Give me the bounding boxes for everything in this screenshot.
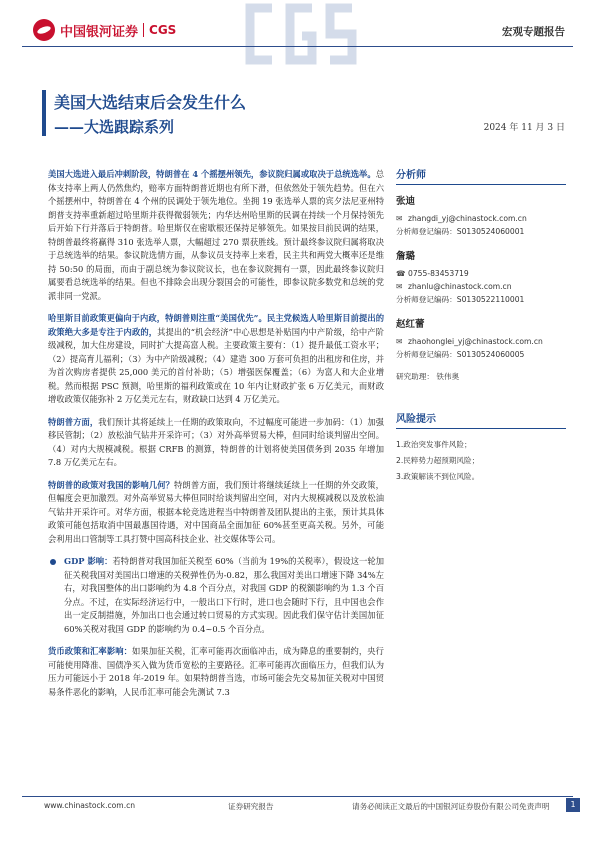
analyst-email-row xyxy=(396,212,566,225)
analyst-reg-code: 分析师登记编码：S0130522110001 xyxy=(396,295,525,304)
paragraph-trump-policy xyxy=(48,416,384,470)
paragraph-lead: 哈里斯目前政策更偏向于内政，特朗普则注重“美国优先”。民主党候选人哈里斯目前提出的政策绝大多是专注于内政的， xyxy=(48,313,384,337)
bullet-lead: GDP 影响： xyxy=(64,556,113,566)
main-content xyxy=(48,168,384,708)
footer-doc-type: 证券研究报告 xyxy=(228,802,274,811)
paragraph-china-impact xyxy=(48,479,384,547)
footer-disclaimer: 请务必阅读正文最后的中国银河证券股份有限公司免责声明 xyxy=(352,802,550,811)
analyst-reg-code: 分析师登记编码：S0130524060005 xyxy=(396,350,525,359)
risk-list xyxy=(396,437,566,485)
paragraph-lead: 货币政策和汇率影响： xyxy=(48,646,133,656)
header-decor-watermark xyxy=(232,0,372,72)
paragraph-text: 其提出的“机会经济”中心思想是补贴国内中产阶级，给中产阶级减税，加大住房建设，同时扩大提高富人税。主要政策主要有：（1）提升最低工资水平；（2）提高育儿福利；（3）为中产阶级减税；（4）建造 300 万套可负担的出租房和住房，并为首次购房者提供 25,000 美元的首付补助；（5）增强医保覆盖；（6）为富人和大企业增税。然而根据 PSC 预测，哈里斯的福利政策或在 10 年内让财政扩张 6 万亿美元，而财政增收政策仅能弥补 2 万亿美元左右，财政缺口达到 4 万亿美元。 xyxy=(48,326,384,404)
analyst-phone: 0755-83453719 xyxy=(408,269,469,278)
report-title: 美国大选结束后会发生什么 xyxy=(54,93,247,112)
paragraph-monetary-fx xyxy=(48,645,384,699)
report-date: 2024 年 11 月 3 日 xyxy=(483,123,565,133)
paragraph-harris-policy xyxy=(48,312,384,407)
report-type-label: 宏观专题报告 xyxy=(502,26,565,38)
sidebar xyxy=(396,166,566,485)
paragraph-text: 我们预计其将延续上一任期的政策取向，不过幅度可能进一步加码：（1）加强移民管制；（2）放松油气钻井开采许可；（3）对外高举贸易大棒，但同时给谈判留出空间。（4）对内大规模减税。根据 CRFB 的测算，特朗普的计划将使美国债务到 2035 年增加 7.8 万亿美元左右。 xyxy=(48,416,384,467)
analyst-email[interactable]: zhanlu@chinastock.com.cn xyxy=(408,282,512,291)
paragraph-lead: 美国大选进入最后冲刺阶段，特朗普在 4 个摇摆州领先，参议院归属或取决于总统选举。 xyxy=(48,169,376,179)
analyst-email-row xyxy=(396,335,566,348)
analyst-name: 詹璐 xyxy=(396,251,416,262)
paragraph-text: 总体支持率上两人仍然焦灼，赔率方面特朗普近期也有所下滑，但依然处于领先趋势。但在六个摇摆州中，特朗普在 4 个州的民调处于领先地位。坐拥 19 张选举人票的宾夕法尼亚州特朗普支持率重新超过哈里斯并获得微弱领先；内华达州哈里斯的民调在持续一个月保持领先后开始下行并落后于特朗普。哈里斯仅在密歇根还保持足够领先。如果按目前民调的结果，特朗普最终将赢得 310 张选举人票，大幅超过 270 票获胜线。预计最终参议院归属将取决于总统选举的结果。参议院选情方面，从参议员支持率上来看，民主共和两党大概率还是维持 50:50 的局面，而由于副总统为参议院议长，也在参议院拥有一票，因此最终参议院归属要看总统选举的结果。但也不排除会出现分裂国会的可能性，即参议院多数党和总统的党派非同一党派。 xyxy=(48,169,384,301)
logo-divider xyxy=(143,23,144,37)
research-assistant: 研究助理： 铁伟奥 xyxy=(396,372,460,381)
paragraph-election-status xyxy=(48,168,384,303)
bullet-dot-icon xyxy=(50,559,56,565)
title-accent-bar xyxy=(42,90,46,136)
envelope-icon: ✉ xyxy=(396,337,403,346)
analyst-name: 张迪 xyxy=(396,196,416,207)
analyst-name: 赵红蕾 xyxy=(396,319,425,330)
bullet-gdp-impact xyxy=(48,555,384,636)
risk-heading: 风险提示 xyxy=(396,410,566,429)
risk-item: 1.政治突发事件风险； xyxy=(396,440,472,449)
footer-website-link[interactable]: www.chinastock.com.cn xyxy=(44,801,136,810)
analyst-card xyxy=(396,193,566,238)
envelope-icon: ✉ xyxy=(396,214,403,223)
paragraph-text: 如果加征关税，汇率可能再次面临冲击，成为降息的重要制约，央行可能使用降准、国债净买入做为货币宽松的主要路径。汇率可能再次面临压力，但我们认为压力可能远小于 2018 年-2019 年。如果特朗普当选，市场可能会先交易加征关税对中国贸易条件恶化的影响，人民币汇率可能会先测试 7.3 xyxy=(48,646,384,697)
phone-icon: ☎ xyxy=(396,269,406,278)
brand-logo xyxy=(33,18,176,42)
bullet-text: 若特朗普对我国加征关税至 60%（当前为 19%的关税率），假设这一轮加征关税我国对美国出口增速的关税弹性仍为-0.82，那么我国对美出口增速下降 34%左右，对我国整体的出口影响约为 4.8 个百分点，对我国 GDP 的税额影响约为 1.3 个百分点。不过，在实际经济运行中，一般出口下行时，进口也会随时下行，且中国也会作出一定反制措施，外加出口也会通过转口贸易的方式实现。因此我们保守估计美国加征 60%关税对我国 GDP 的影响约为 0.4~0.5 个百分点。 xyxy=(64,556,384,634)
footer-divider xyxy=(22,796,573,797)
risk-item: 3.政策解读不到位风险。 xyxy=(396,472,480,481)
brand-name-en: CGS xyxy=(149,23,177,37)
paragraph-lead: 特朗普的政策对我国的影响几何？ xyxy=(48,479,175,490)
brand-name-cn: 中国银河证券 xyxy=(60,24,139,40)
analyst-email-row xyxy=(396,280,566,293)
report-subtitle: ——大选跟踪系列 xyxy=(54,118,175,136)
analyst-email[interactable]: zhaohonglei_yj@chinastock.com.cn xyxy=(408,337,543,346)
page-number: 1 xyxy=(566,798,580,812)
analyst-phone-row xyxy=(396,267,566,280)
analyst-reg-code: 分析师登记编码：S0130524060001 xyxy=(396,227,525,236)
analyst-card xyxy=(396,316,566,361)
risk-item: 2.民粹势力超预期风险； xyxy=(396,456,480,465)
analyst-card xyxy=(396,248,566,306)
paragraph-lead: 特朗普方面， xyxy=(48,416,99,427)
analyst-heading: 分析师 xyxy=(396,166,566,185)
header-divider xyxy=(22,46,573,47)
brand-logo-icon xyxy=(33,19,55,41)
analyst-email[interactable]: zhangdi_yj@chinastock.com.cn xyxy=(408,214,527,223)
paragraph-text: 特朗普方面，我们预计将继续延续上一任期的外交政策，但幅度会更加激烈。对外高举贸易大棒但同时给谈判留出空间，对内大规模减税以及放松油气钻井开采许可。对华方面，根据本轮竞选进程当中特朗普及团队提出的主张，预计其具体政策可能包括取消中国最惠国待遇，对中国商品全面加征 60%甚至更高关税。另外，可能会利用出口管制等工具打赞中国高科技企业、社交媒体等公司。 xyxy=(48,479,384,544)
envelope-icon: ✉ xyxy=(396,282,403,291)
